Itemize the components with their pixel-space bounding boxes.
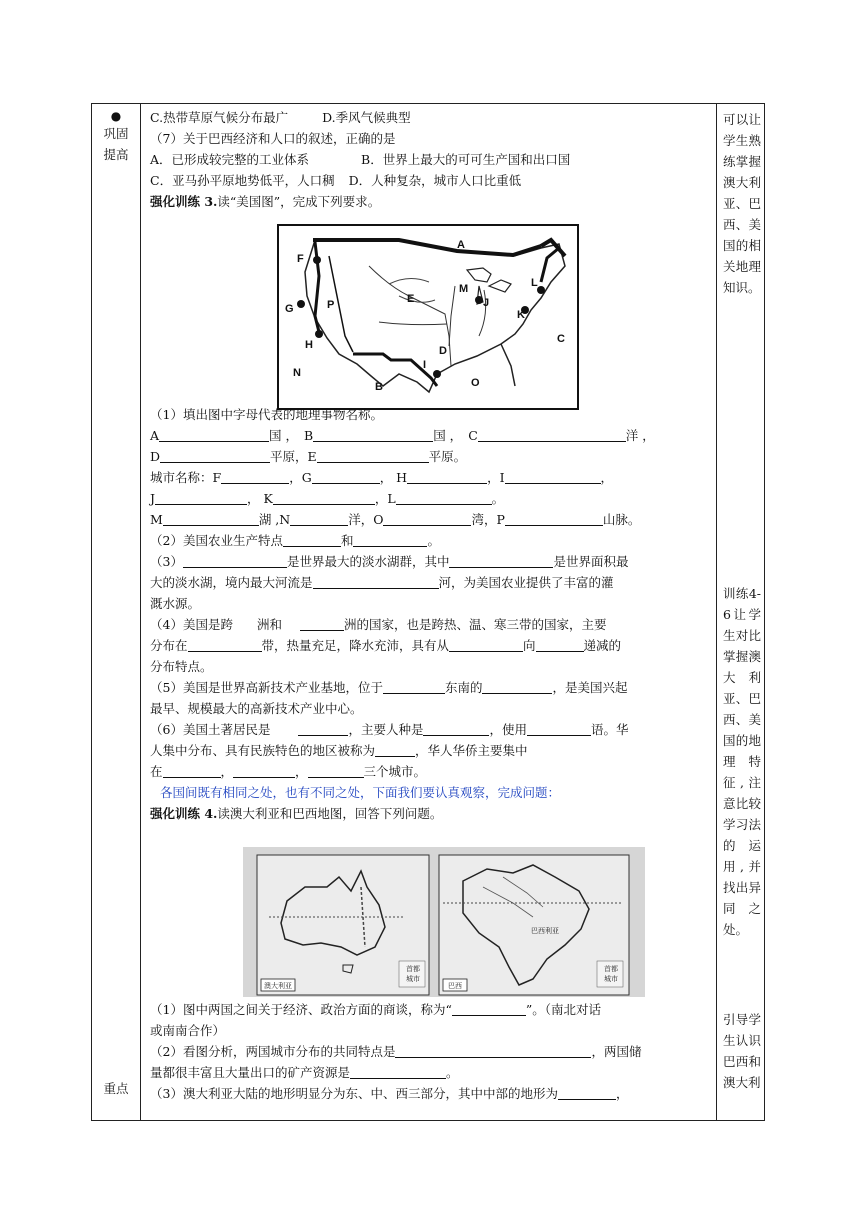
- answer-blank: [407, 469, 487, 484]
- text-line: [150, 488, 710, 509]
- text-line: 溉水源。: [150, 596, 201, 611]
- text-span: 洋，O: [348, 512, 384, 527]
- text-line: [150, 677, 710, 698]
- answer-blank: [183, 553, 287, 568]
- text-span: ，: [220, 764, 234, 779]
- answer-blank: [283, 532, 341, 547]
- text-span: 洋 ，: [625, 428, 655, 443]
- answer-blank: [482, 679, 552, 694]
- section-label-key: 重点: [103, 1081, 129, 1096]
- answer-blank: [312, 469, 380, 484]
- text-span: 平原，E: [270, 449, 317, 464]
- text-span: ，: [615, 1086, 629, 1101]
- text-line: [150, 1083, 710, 1104]
- exercise-3-title: 强化训练 3.: [150, 194, 218, 209]
- text-span: C: [468, 428, 478, 443]
- teacher-note-3: 引导学生认识巴西和澳大利: [723, 1012, 761, 1090]
- answer-blank: [375, 742, 415, 757]
- answer-blank: [449, 637, 523, 652]
- main-content: [150, 107, 710, 212]
- text-line: [150, 446, 710, 467]
- answer-blank: [298, 721, 348, 736]
- text-span: D．人种复杂，城市人口比重低: [348, 173, 522, 188]
- text-span: ，G: [289, 470, 312, 485]
- text-span: ，: [600, 470, 614, 485]
- text-span: 人集中分布、具有民族特色的地区被称为: [150, 743, 376, 758]
- text-span: ，使用: [489, 722, 527, 737]
- answer-blank: [317, 448, 429, 463]
- text-span: 洲和: [256, 617, 282, 632]
- text-span: 湾，P: [471, 512, 505, 527]
- text-span: 洲的国家，也是跨热、温、寒三带的国家，主要: [343, 617, 607, 632]
- svg-text:巴西: 巴西: [448, 983, 462, 990]
- text-span: ，: [295, 764, 308, 779]
- text-span: C.热带草原气候分布最广: [150, 110, 289, 125]
- answer-blank: [527, 721, 591, 736]
- text-line: [150, 635, 710, 656]
- text-span: ，两国储: [591, 1044, 642, 1059]
- text-span: 语。华: [591, 722, 629, 737]
- text-span: （4）美国是跨: [150, 617, 233, 632]
- usa-map: [277, 224, 579, 410]
- text-span: （6）美国土著居民是: [150, 722, 271, 737]
- map-label-e: E: [407, 293, 415, 305]
- answer-blank: [350, 1064, 446, 1079]
- text-line: 分布特点。: [150, 659, 213, 674]
- transition-hint: 各国间既有相同之处，也有不同之处，下面我们要认真观察，完成问题：: [160, 785, 561, 800]
- map-label-p: P: [327, 299, 335, 311]
- australia-brazil-map-photo: [243, 847, 645, 997]
- text-line: [150, 107, 710, 128]
- right-column: [717, 104, 765, 1120]
- text-span: B．世界上最大的可可生产国和出口国: [361, 152, 571, 167]
- text-line: [150, 191, 710, 212]
- map-label-c: C: [557, 333, 565, 345]
- map-label-h: H: [305, 339, 313, 351]
- answer-blank: [478, 427, 626, 442]
- text-line: [150, 740, 710, 761]
- text-span: 是世界最大的淡水湖群，其中: [286, 554, 450, 569]
- answer-blank: [505, 469, 601, 484]
- text-span: 带，热量充足，降水充沛，具有从: [261, 638, 450, 653]
- map-label-f: F: [297, 253, 304, 265]
- map-label-b: B: [375, 381, 383, 393]
- map-label-k: K: [517, 309, 525, 321]
- answer-blank: [396, 490, 492, 505]
- text-span: ”。（南北对话: [525, 1002, 602, 1017]
- svg-text:澳大利亚: 澳大利亚: [264, 983, 292, 990]
- answer-blank: [159, 427, 269, 442]
- answer-blank: [163, 511, 259, 526]
- text-span: ， K: [247, 491, 273, 506]
- map-label-l: L: [531, 277, 538, 289]
- map-label-n: N: [293, 367, 301, 379]
- text-span: （5）美国是世界高新技术产业基地，位于: [150, 680, 383, 695]
- text-span: 平原。: [428, 449, 467, 464]
- svg-text:城市: 城市: [406, 976, 420, 983]
- text-span: ，主要人种是: [348, 722, 424, 737]
- text-span: 在: [150, 764, 163, 779]
- text-span: （2）看图分析，两国城市分布的共同特点是: [150, 1044, 396, 1059]
- text-line: [150, 551, 710, 572]
- text-span: 分布在: [150, 638, 188, 653]
- text-line: [150, 467, 710, 488]
- bullet-icon: ●: [110, 109, 122, 123]
- map-label-i: I: [423, 359, 427, 371]
- text-span: 三个城市。: [363, 764, 427, 779]
- text-span: 大的淡水湖，境内最大河流是: [150, 575, 313, 590]
- answer-blank: [163, 763, 221, 778]
- text-line: [150, 1041, 710, 1062]
- text-line: 或南南合作）: [150, 1023, 226, 1038]
- exercise-4-title: 强化训练 4.: [150, 806, 218, 821]
- text-span: 量都很丰富且大量出口的矿产资源是: [150, 1065, 351, 1080]
- text-span: 递减的: [583, 638, 622, 653]
- answer-blank: [300, 616, 344, 631]
- answer-blank: [383, 511, 471, 526]
- text-span: M: [150, 512, 163, 527]
- text-line: [150, 999, 710, 1020]
- text-span: C．亚马孙平原地势低平，人口稠: [150, 173, 335, 188]
- text-line: （7）关于巴西经济和人口的叙述，正确的是: [150, 131, 396, 146]
- exercise-4-questions: [150, 999, 710, 1104]
- text-span: 。: [491, 491, 505, 506]
- teacher-note-1: 可以让学生熟练掌握澳大利亚、巴西、美国的相关地理知识。: [723, 112, 761, 295]
- text-span: 向: [523, 638, 536, 653]
- text-line: [150, 572, 710, 593]
- text-line: [150, 1062, 710, 1083]
- svg-text:首都: 首都: [604, 966, 618, 973]
- text-span: （3）: [150, 554, 183, 569]
- text-span: 城市名称：F: [150, 470, 222, 485]
- answer-blank: [449, 553, 553, 568]
- map-label-j: J: [483, 297, 490, 309]
- text-line: [150, 719, 710, 740]
- text-span: ，是美国兴起: [552, 680, 628, 695]
- text-span: 山脉。: [602, 512, 641, 527]
- answer-blank: [160, 448, 270, 463]
- text-line: [150, 803, 710, 824]
- answer-blank: [308, 763, 364, 778]
- column-divider-left: [140, 104, 141, 1120]
- text-span: 读澳大利亚和巴西地图，回答下列问题。: [217, 806, 443, 821]
- answer-blank: [452, 1001, 526, 1016]
- answer-blank: [221, 469, 289, 484]
- left-column: [92, 104, 140, 1120]
- text-line: [150, 149, 710, 170]
- answer-blank: [395, 1043, 591, 1058]
- text-line: [150, 614, 710, 635]
- map-label-m: M: [459, 283, 469, 295]
- text-line: [150, 425, 710, 446]
- answer-blank: [423, 721, 489, 736]
- text-span: 东南的: [444, 680, 483, 695]
- svg-text:巴西利亚: 巴西利亚: [531, 928, 559, 935]
- text-span: 湖 ,N: [258, 512, 291, 527]
- answer-blank: [273, 490, 375, 505]
- teacher-note-2: 训练4-6让学生对比掌握澳大利亚、巴西、美国的地理特征,注意比较学习法的运用,并找出异同之处。: [723, 586, 761, 937]
- text-span: 国 ，: [433, 428, 463, 443]
- section-label-consolidate: 巩固 提高: [103, 126, 129, 162]
- text-line: [150, 170, 710, 191]
- map-label-a: A: [457, 239, 465, 251]
- map-label-g: G: [285, 303, 294, 315]
- answer-blank: [313, 574, 439, 589]
- exercise-3-questions: [150, 404, 710, 824]
- text-span: J: [150, 491, 156, 506]
- svg-text:首都: 首都: [406, 966, 420, 973]
- answer-blank: [313, 427, 433, 442]
- lesson-table: [91, 103, 765, 1121]
- text-line: 最早、规模最大的高新技术产业中心。: [150, 701, 363, 716]
- text-span: ，L: [374, 491, 396, 506]
- text-span: 是世界面积最: [553, 554, 629, 569]
- text-span: ， H: [379, 470, 408, 485]
- text-span: D.季风气候典型: [322, 110, 411, 125]
- text-span: （1）图中两国之间关于经济、政治方面的商谈，称为“: [150, 1002, 452, 1017]
- map-label-o: O: [471, 377, 480, 389]
- answer-blank: [353, 532, 427, 547]
- text-span: D: [150, 449, 161, 464]
- answer-blank: [188, 637, 262, 652]
- text-line: [150, 530, 710, 551]
- answer-blank: [155, 490, 247, 505]
- text-span: （3）澳大利亚大陆的地形明显分为东、中、西三部分，其中中部的地形为: [150, 1086, 558, 1101]
- answer-blank: [383, 679, 445, 694]
- text-span: （2）美国农业生产特点: [150, 533, 283, 548]
- text-span: A．已形成较完整的工业体系: [150, 152, 310, 167]
- answer-blank: [505, 511, 603, 526]
- text-span: B: [304, 428, 314, 443]
- answer-blank: [290, 511, 348, 526]
- text-line: [150, 761, 710, 782]
- text-span: 。: [427, 533, 440, 548]
- text-span: ，华人华侨主要集中: [415, 743, 528, 758]
- text-span: 。: [446, 1065, 459, 1080]
- answer-blank: [536, 637, 584, 652]
- text-span: ，I: [487, 470, 505, 485]
- map-label-d: D: [439, 345, 447, 357]
- answer-blank: [558, 1085, 616, 1100]
- text-span: 国 ，: [269, 428, 299, 443]
- text-span: 读“美国图”，完成下列要求。: [217, 194, 381, 209]
- text-span: A: [150, 428, 160, 443]
- text-line: [150, 509, 710, 530]
- answer-blank: [233, 763, 295, 778]
- text-line: （1）填出图中字母代表的地理事物名称。: [150, 407, 383, 422]
- svg-text:城市: 城市: [604, 976, 618, 983]
- text-span: 河，为美国农业提供了丰富的灌: [438, 575, 614, 590]
- text-span: 和: [340, 533, 354, 548]
